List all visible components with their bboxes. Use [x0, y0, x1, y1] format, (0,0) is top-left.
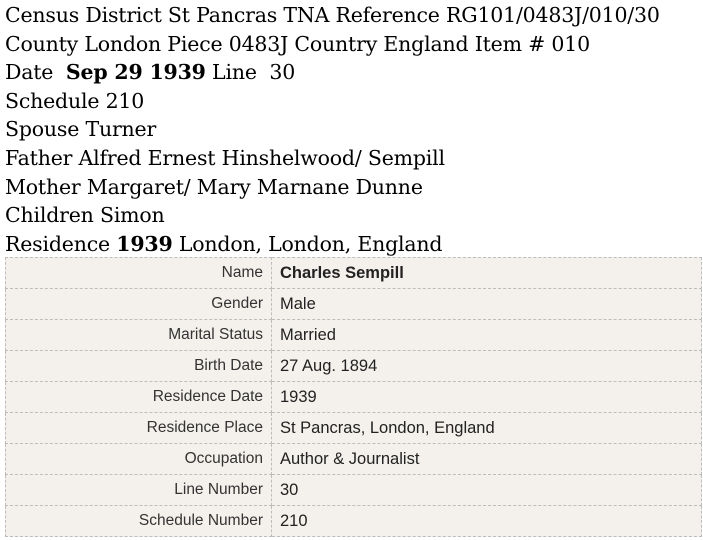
- record-table: [5, 257, 702, 537]
- field-label: Residence Date: [6, 382, 272, 413]
- table-row: [6, 382, 702, 413]
- date-prefix: Date: [5, 60, 54, 85]
- mother-line: Mother Margaret/ Mary Marnane Dunne: [5, 174, 423, 199]
- table-row: [6, 413, 702, 444]
- field-value: Charles Sempill: [272, 258, 702, 289]
- field-value: Married: [272, 320, 702, 351]
- field-label: Marital Status: [6, 320, 272, 351]
- county-line: County London Piece 0483J Country England Item # 010: [5, 31, 590, 56]
- residence-prefix: Residence: [5, 231, 110, 256]
- schedule-line: Schedule 210: [5, 88, 145, 113]
- field-value: 1939: [272, 382, 702, 413]
- census-line: Census District St Pancras TNA Reference RG101/0483J/010/30: [5, 3, 660, 27]
- field-value: 210: [272, 506, 702, 537]
- line-value: 30: [269, 60, 296, 85]
- father-line: Father Alfred Ernest Hinshelwood/ Sempill: [5, 145, 445, 170]
- field-value: 30: [272, 475, 702, 506]
- table-row: [6, 444, 702, 475]
- table-row: [6, 289, 702, 320]
- children-line: Children Simon: [5, 203, 165, 228]
- field-label: Line Number: [6, 475, 272, 506]
- field-label: Name: [6, 258, 272, 289]
- table-row: [6, 351, 702, 382]
- residence-place: London, London, England: [178, 231, 443, 256]
- date-line: [5, 58, 703, 87]
- field-value: Male: [272, 289, 702, 320]
- table-row: [6, 475, 702, 506]
- line-prefix: Line: [212, 60, 257, 85]
- field-label: Birth Date: [6, 351, 272, 382]
- residence-year: 1939: [116, 231, 173, 256]
- table-row: [6, 320, 702, 351]
- table-row: [6, 506, 702, 537]
- field-label: Gender: [6, 289, 272, 320]
- table-row: [6, 258, 702, 289]
- field-value: Author & Journalist: [272, 444, 702, 475]
- field-label: Residence Place: [6, 413, 272, 444]
- date-value: Sep 29 1939: [65, 60, 206, 85]
- field-value: St Pancras, London, England: [272, 413, 702, 444]
- field-value: 27 Aug. 1894: [272, 351, 702, 382]
- spouse-line: Spouse Turner: [5, 117, 157, 142]
- residence-line: [5, 230, 703, 259]
- field-label: Schedule Number: [6, 506, 272, 537]
- record-header: [5, 1, 703, 258]
- field-label: Occupation: [6, 444, 272, 475]
